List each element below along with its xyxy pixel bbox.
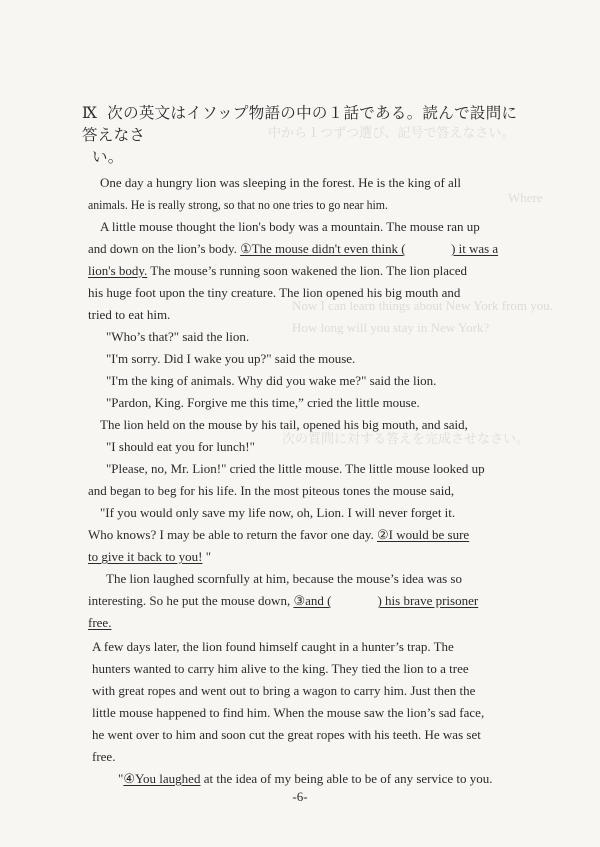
passage-line	[92, 705, 484, 721]
passage-text: Who knows? I may be able to return the favor one day.	[88, 527, 378, 542]
passage-text: he went over to him and soon cut the great ropes with his teeth. He was set	[92, 727, 481, 742]
passage-text: "Pardon, King. Forgive me this time,” cried the little mouse.	[106, 395, 420, 410]
passage-line	[88, 549, 211, 565]
passage-line	[106, 373, 436, 389]
passage-text: animals. He is really strong, so that no one tries to go near him.	[88, 197, 388, 212]
passage-text: A few days later, the lion found himself caught in a hunter’s trap. The	[92, 639, 454, 654]
passage-line	[106, 329, 249, 345]
passage-text: The lion held on the mouse by his tail, opened his big mouth, and said,	[100, 417, 468, 432]
passage-line	[100, 175, 461, 191]
question-instruction-cont: い。	[92, 149, 124, 166]
passage-text: interesting. So he put the mouse down,	[88, 593, 294, 608]
passage-text: "If you would only save my life now, oh, Lion. I will never forget it.	[100, 505, 456, 520]
passage-line	[88, 593, 478, 609]
bleed-through-text: 中から１つずつ選び、記号で答えなさい。	[268, 125, 515, 140]
passage-text: and began to beg for his life. In the most piteous tones the mouse said,	[88, 483, 455, 498]
passage-text: One day a hungry lion was sleeping in the forest. He is the king of all	[100, 175, 462, 190]
passage-text: with great ropes and went out to bring a wagon to carry him. Just then the	[92, 683, 476, 698]
passage-line	[88, 241, 498, 257]
passage-line	[92, 727, 481, 743]
passage-text: "	[118, 771, 124, 786]
passage-line	[106, 571, 462, 587]
passage-line	[100, 219, 480, 235]
passage-line	[88, 197, 388, 213]
passage-line	[92, 683, 475, 699]
underlined-text: ) it was a	[451, 241, 499, 256]
passage-line	[100, 417, 468, 433]
question-instruction: 次の英文はイソップ物語の中の１話である。読んで設問に答えなさ	[82, 105, 518, 144]
bleed-through-text: How long will you stay in New York?	[292, 320, 490, 335]
passage-line	[106, 461, 485, 477]
passage-line	[106, 439, 255, 455]
passage-line	[88, 307, 170, 323]
passage-line	[92, 749, 115, 765]
passage-line	[118, 771, 493, 787]
passage-line	[88, 285, 460, 301]
underlined-text: ) his brave prisoner	[377, 593, 479, 608]
underlined-text: to give it back to you!	[88, 549, 203, 564]
passage-line	[92, 639, 454, 655]
question-heading	[82, 103, 522, 169]
page-number: -6-	[292, 789, 308, 804]
passage-line	[100, 505, 455, 521]
passage-line	[88, 263, 467, 279]
passage-text: "I'm the king of animals. Why did you wake me?" said the lion.	[106, 373, 437, 388]
passage-text: The lion laughed scornfully at him, because the mouse’s idea was so	[106, 571, 462, 586]
passage-text: "I should eat you for lunch!"	[106, 439, 255, 454]
underlined-text: ①The mouse didn't even think (	[240, 241, 406, 256]
passage-line	[88, 615, 111, 631]
passage-line	[92, 661, 469, 677]
passage-text: hunters wanted to carry him alive to the king. They tied the lion to a tree	[92, 661, 469, 676]
passage-text: little mouse happened to find him. When the mouse saw the lion’s sad face,	[92, 705, 485, 720]
passage-text: tried to eat him.	[88, 307, 171, 322]
passage-text: A little mouse thought the lion's body was a mountain. The mouse ran up	[100, 219, 480, 234]
underlined-text: lion's body.	[88, 263, 148, 278]
passage-line	[88, 527, 469, 543]
underlined-text: ③and (	[293, 593, 332, 608]
underlined-text: ④You laughed	[123, 771, 201, 786]
passage-text: "I'm sorry. Did I wake you up?" said the mouse.	[106, 351, 356, 366]
passage-text: "Who’s that?" said the lion.	[106, 329, 250, 344]
passage-line	[106, 395, 420, 411]
passage-text: "Please, no, Mr. Lion!" cried the little mouse. The little mouse looked up	[106, 461, 485, 476]
underlined-text: ②I would be sure	[377, 527, 470, 542]
passage-text: and down on the lion’s body.	[88, 241, 241, 256]
passage-text: free.	[92, 749, 116, 764]
passage-text: The mouse’s running soon wakened the lion. The lion placed	[147, 263, 468, 278]
passage-text: at the idea of my being able to be of any service to you.	[200, 771, 493, 786]
bleed-through-text: 次の質問に対する答えを完成させなさい。	[282, 431, 530, 446]
bleed-through-text: Where	[508, 190, 543, 205]
passage-line	[88, 483, 454, 499]
bleed-through-text: Now I can learn things about New York from you.	[292, 298, 554, 313]
passage-text: "	[202, 549, 212, 564]
passage-line	[106, 351, 355, 367]
passage-text: his huge foot upon the tiny creature. The lion opened his big mouth and	[88, 285, 461, 300]
question-number: Ⅸ	[82, 105, 98, 122]
underlined-text: free.	[88, 615, 112, 630]
